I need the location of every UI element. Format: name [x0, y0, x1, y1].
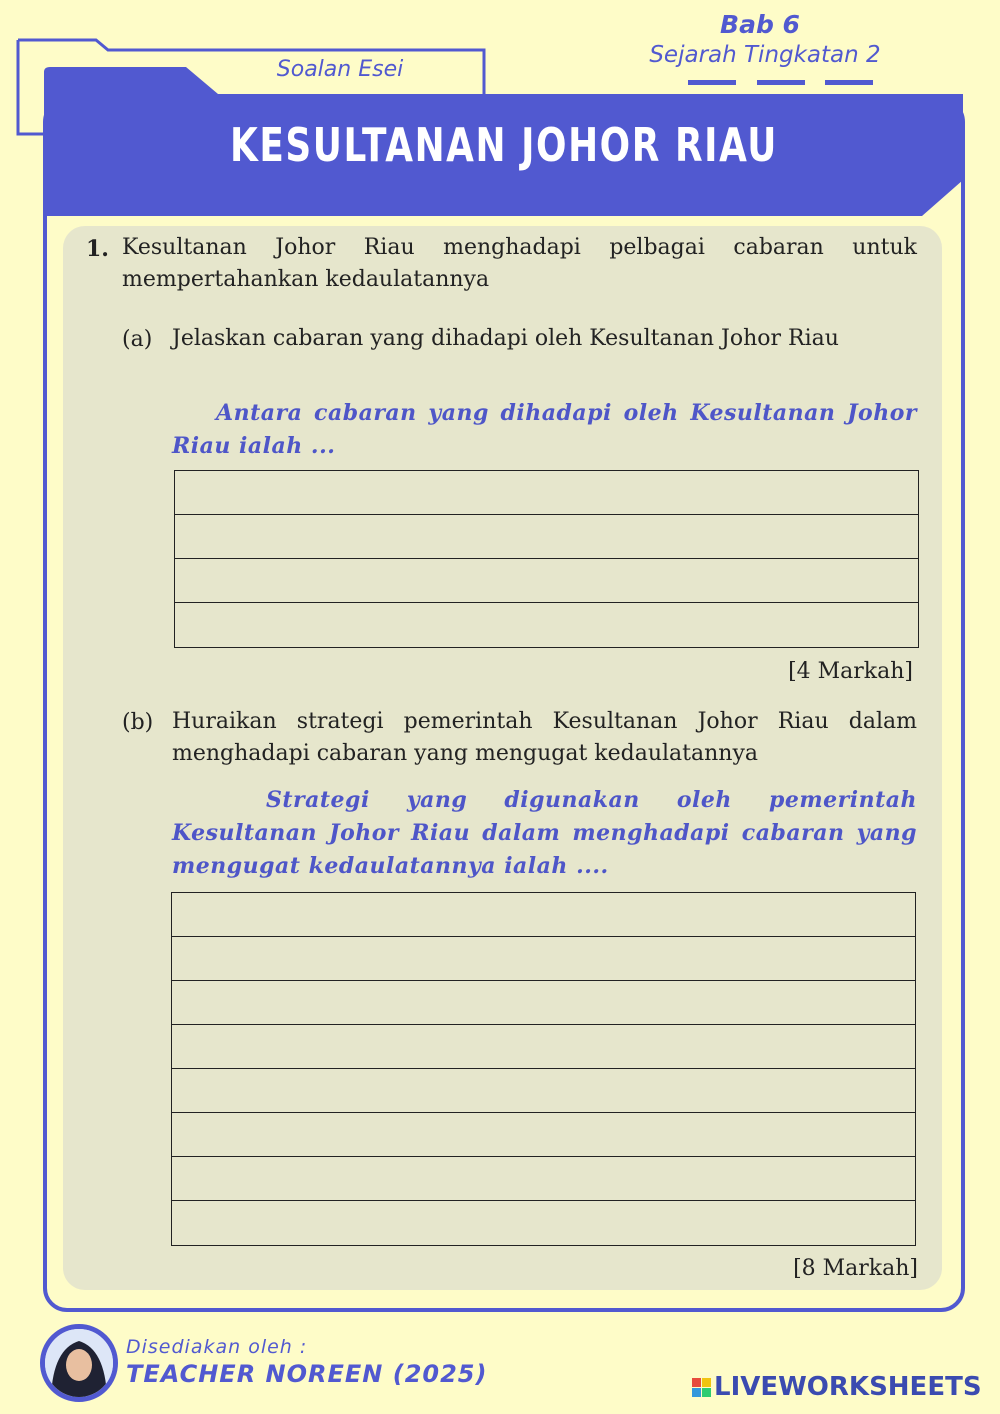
part-b-marks: [8 Markah] — [793, 1256, 918, 1281]
divider-dash — [825, 80, 873, 85]
divider-dash — [757, 80, 805, 85]
answer-line[interactable] — [172, 893, 915, 937]
divider-dash — [688, 80, 736, 85]
brand-logo[interactable] — [692, 1372, 982, 1402]
answer-line[interactable] — [172, 1069, 915, 1113]
answer-line[interactable] — [175, 559, 918, 603]
answer-line[interactable] — [172, 981, 915, 1025]
part-a-label: (a) — [122, 327, 153, 352]
part-b-answer-area — [171, 892, 916, 1246]
subject-label: Sejarah Tingkatan 2 — [649, 42, 881, 68]
question-text: Kesultanan Johor Riau menghadapi pelbagai cabaran untuk mempertahankan kedaulatannya — [122, 235, 917, 292]
page-title: KESULTANAN JOHOR RIAU — [229, 118, 779, 172]
part-a-answer-area — [174, 470, 919, 648]
teacher-avatar — [40, 1324, 118, 1402]
answer-line[interactable] — [172, 1157, 915, 1201]
answer-line[interactable] — [172, 1025, 915, 1069]
answer-line[interactable] — [175, 471, 918, 515]
prepared-by-label: Disediakan oleh : — [126, 1336, 308, 1358]
part-a-sentence-starter: Antara cabaran yang dihadapi oleh Kesultanan Johor Riau ialah ... — [172, 400, 917, 459]
brand-name: LIVEWORKSHEETS — [714, 1372, 982, 1402]
part-a-marks: [4 Markah] — [788, 659, 913, 684]
part-b-question: Huraikan strategi pemerintah Kesultanan Johor Riau dalam menghadapi cabaran yang mengugat kedaulatannya — [172, 709, 917, 766]
part-a-question: Jelaskan cabaran yang dihadapi oleh Kesultanan Johor Riau — [172, 326, 839, 351]
author-name: TEACHER NOREEN (2025) — [126, 1360, 488, 1388]
answer-line[interactable] — [175, 515, 918, 559]
answer-line[interactable] — [172, 1201, 915, 1245]
answer-line[interactable] — [172, 937, 915, 981]
answer-line[interactable] — [175, 603, 918, 647]
section-tab-label: Soalan Esei — [276, 57, 404, 82]
part-b-sentence-starter: Strategi yang digunakan oleh pemerintah Kesultanan Johor Riau dalam menghadapi cabaran yang mengugat kedaulatannya ialah .... — [172, 787, 917, 879]
answer-line[interactable] — [172, 1113, 915, 1157]
part-b-label: (b) — [122, 710, 154, 735]
question-number: 1. — [86, 236, 109, 262]
chapter-label: Bab 6 — [720, 10, 800, 39]
liveworksheets-logo-icon — [692, 1378, 711, 1397]
